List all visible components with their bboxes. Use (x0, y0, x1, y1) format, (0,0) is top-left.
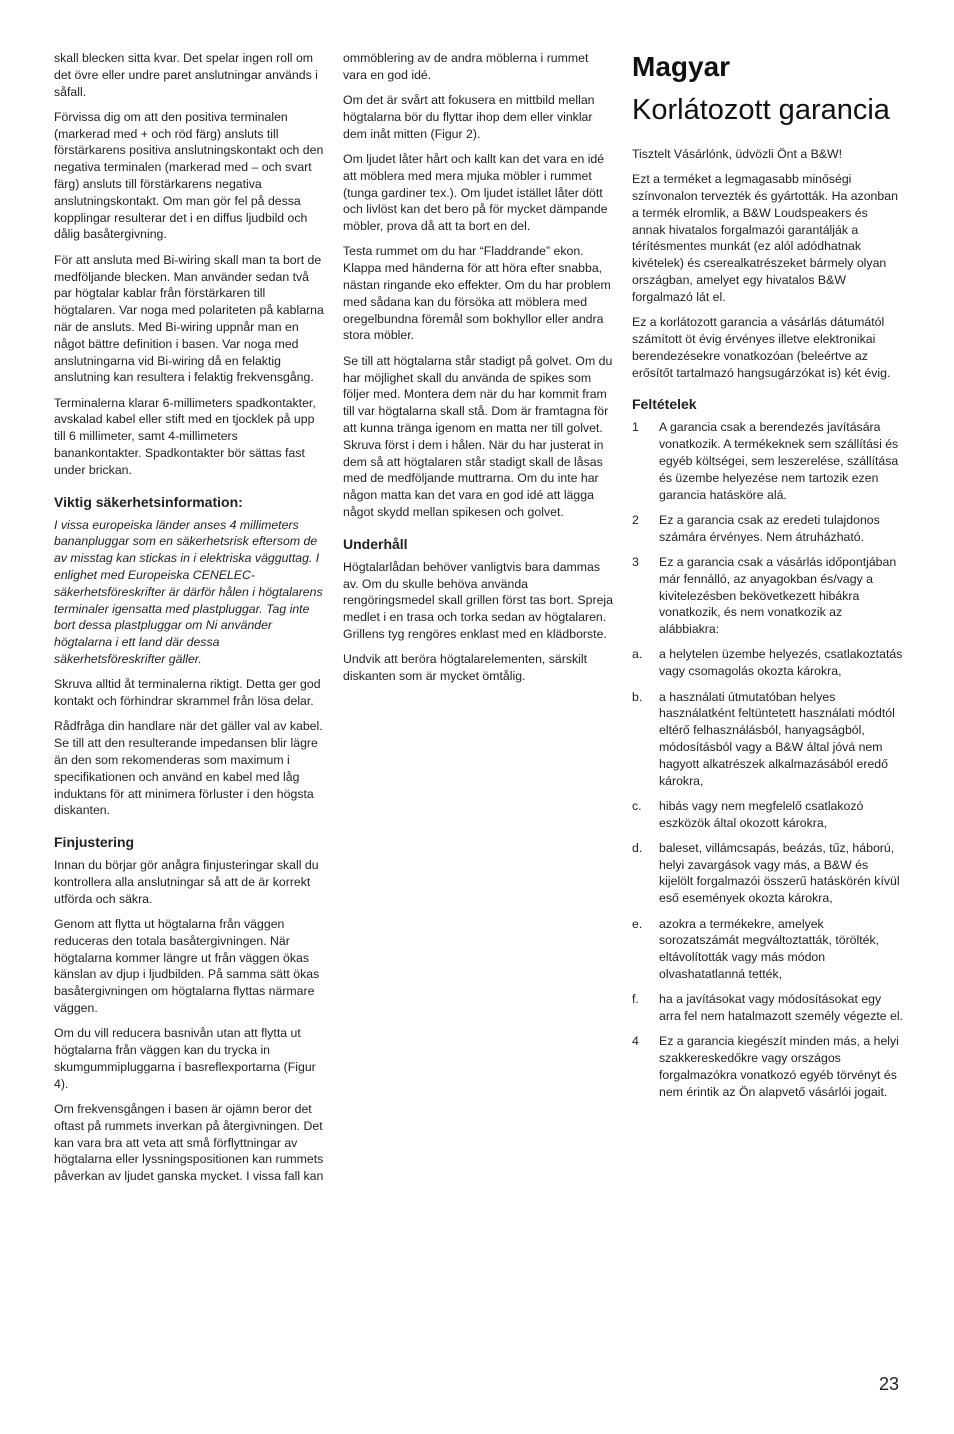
list-text: Ez a garancia csak a vásárlás időpontjában már fennálló, az anyagokban és/vagy a kivitelezésben bekövetkezett hibákra vonatkozik, és nem vonatkozik az alábbiakra: (659, 554, 897, 637)
list-text: azokra a termékekre, amelyek sorozatszámát megváltoztatták, törölték, eltávolították vagy más módon olvashatatlanná tették, (659, 916, 880, 981)
paragraph: Tisztelt Vásárlónk, üdvözli Önt a B&W! (632, 147, 843, 161)
section-title: Korlátozott garancia (632, 94, 890, 126)
list-text: hibás vagy nem megfelelő csatlakozó eszközök által okozott károkra, (659, 798, 864, 830)
list-item (632, 689, 904, 790)
conditions-list (632, 419, 904, 1100)
heading-conditions: Feltételek (632, 396, 697, 413)
list-marker: 3 (632, 554, 639, 569)
list-marker: b. (632, 689, 643, 704)
column-1 (54, 50, 324, 1194)
list-marker: a. (632, 647, 643, 662)
list-item (632, 1033, 904, 1100)
list-marker: 4 (632, 1034, 639, 1049)
paragraph: Om ljudet låter hårt och kallt kan det vara en idé att möblera med mera mjuka möbler i rummet (tunga gardiner tex.). Om ljudet istället låter dött och livlöst kan det bero på för mycket dämpande möbler, prova då att ta bort en del. (343, 151, 608, 234)
list-text: Ez a garancia csak az eredeti tulajdonos számára érvényes. Nem átruházható. (659, 512, 880, 544)
list-text: ha a javításokat vagy módosításokat egy arra fel nem hatalmazott személy végezte el. (659, 992, 903, 1024)
list-item (632, 512, 904, 546)
list-text: a helytelen üzembe helyezés, csatlakoztatás vagy csomagolás okozta károkra, (659, 647, 903, 679)
list-marker: f. (632, 992, 639, 1007)
heading-safety: Viktig säkerhetsinformation: (54, 493, 243, 510)
list-item (632, 798, 904, 832)
list-marker: 2 (632, 512, 639, 527)
list-text: Ez a garancia kiegészít minden más, a helyi szakkereskedőkre vagy országos forgalmazókra vonatkozó egyéb törvényt és nem érintik az Ön alapvető vásárlói jogait. (659, 1034, 899, 1099)
list-marker: d. (632, 840, 643, 855)
paragraph: För att ansluta med Bi-wiring skall man ta bort de medföljande blecken. Man använder sedan två par högtalar kablar från förstärkaren till högtalaren. Var noga med polariteten på kablarna när de ansluts. Med Bi-wiring uppnår man en något bättre definition i basen. Var noga med anslutningarna vid Bi-wiring då en felaktig anslutning kan resultera i felaktig frekvensgång. (54, 252, 324, 385)
column-3 (632, 50, 904, 1109)
paragraph: Genom att flytta ut högtalarna från väggen reduceras den totala basåtergivningen. När högtalarna kommer längre ut från väggen ökas känslan av djup i ljudbilden. På samma sätt ökas basåtergivningen om högtalarna flyttas närmare väggen. (54, 917, 320, 1016)
list-item (632, 991, 904, 1025)
list-text: baleset, villámcsapás, beázás, tűz, háború, helyi zavargások vagy más, a B&W és kijelölt forgalmazói összerű hatáskörén kívül eső események okozta károkra, (659, 840, 900, 906)
paragraph: Om du vill reducera basnivån utan att flytta ut högtalarna från väggen kan du trycka in skumgummipluggarna i basreflexportarna (Figur 4). (54, 1026, 316, 1091)
heading-maintenance: Underhåll (343, 535, 408, 552)
paragraph: ommöblering av de andra möblerna i rummet vara en god idé. (343, 51, 589, 82)
paragraph: Förvissa dig om att den positiva terminalen (markerad med + och röd färg) ansluts till förstärkarens positiva anslutningskontakt och den negativa terminalen (markerad med – och svart färg) ansluts till förstärkarens negativa anslutningskontakt. Om man gör fel på dessa kopplingar resulterar det i en diffus ljudbild och dålig basåtergivning. (54, 109, 324, 242)
paragraph: Innan du börjar gör anågra finjusteringar skall du kontrollera alla anslutningar så att de är korrekt utförda och säkra. (54, 858, 319, 906)
heading-fine-tuning: Finjustering (54, 834, 135, 851)
list-marker: e. (632, 916, 643, 931)
paragraph: Ezt a terméket a legmagasabb minőségi színvonalon tervezték és gyártották. Ha azonban a termék elromlik, a B&W Loudspeakers és annak hivatalos forgalmazói garantálják a térítésmentes munkát (ez alól adódhatnak kivételek) és cserealkatrészeket bármely olyan országban, amelyet egy hivatalos B&W forgalmazó lát el. (632, 172, 898, 304)
paragraph: Testa rummet om du har “Fladdrande” ekon. Klappa med händerna för att höra efter snabba, nästan ringande eko effekter. Om du har problem med sådana kan du försöka att möblera med oregelbundna föremål som bokhyllor eller andra stora möbler. (343, 244, 611, 343)
list-marker: c. (632, 798, 642, 813)
list-item (632, 916, 904, 983)
list-text: A garancia csak a berendezés javítására vonatkozik. A termékeknek sem szállítási és egyéb költségei, sem leszerelése, szállítása és üzembe helyezése nem tartozik ezen garancia hatásköre alá. (659, 420, 899, 502)
paragraph: Rådfråga din handlare när det gäller val av kabel. Se till att den resulterande impedansen blir lägre än den som rekomenderas som maximum i specifikationen och använd en kabel med låg induktans för att minimera förluster i den högsta diskanten. (54, 719, 323, 818)
paragraph: Undvik att beröra högtalarelementen, särskilt diskanten som är mycket ömtålig. (343, 652, 588, 683)
paragraph-safety-note: I vissa europeiska länder anses 4 millimeters bananpluggar som en säkerhetsrisk eftersom de av misstag kan stickas in i elektriska vägguttag. I enlighet med Europeiska CENELEC-säkerhetsföreskrifter är därför hålen i högtalarens terminaler igensatta med plastpluggar. Tag inte bort dessa plastpluggar om Ni använder högtalarna i ett land där dessa säkerhetsföreskrifter gäller. (54, 517, 323, 666)
paragraph: Terminalerna klarar 6-millimeters spadkontakter, avskalad kabel eller stift med en tjocklek på upp till 6 millimeter, samt 4-millimeters banankontakter. Spadkontakter bör sättas fast under brickan. (54, 395, 316, 477)
paragraph: skall blecken sitta kvar. Det spelar ingen roll om det övre eller undre paret anslutningar används i såfall. (54, 51, 318, 99)
paragraph: Ez a korlátozott garancia a vásárlás dátumától számított öt évig érvényes illetve elektronikai berendezésekre vonatkozóan (beleértve az erősítőt tartalmazó hangsugárzókat is) két évig. (632, 315, 891, 380)
list-item (632, 646, 904, 680)
list-item (632, 419, 904, 503)
list-item (632, 554, 904, 638)
paragraph: Om frekvensgången i basen är ojämn beror det oftast på rummets inverkan på återgivningen. Det kan vara bra att veta att små förflyttningar av högtalarna eller lyssningspositionen kan rummets påverkan av ljudet ganska mycket. I vissa fall kan (54, 1102, 324, 1184)
paragraph: Om det är svårt att fokusera en mittbild mellan högtalarna bör du flyttar ihop dem eller vinklar dem inåt mitten (Figur 2). (343, 93, 595, 141)
list-text: a használati útmutatóban helyes használatként feltüntetett használati módtól eltérő felhasználásból, hanyagságból, módosításból vagy a B&W által jóvá nem hagyott alkatrészek alkalmazásából eredő károkra, (659, 689, 895, 788)
paragraph: Skruva alltid åt terminalerna riktigt. Detta ger god kontakt och förhindrar skrammel från lösa delar. (54, 677, 321, 709)
paragraph: Högtalarlådan behöver vanligtvis bara dammas av. Om du skulle behöva använda rengöringsmedel skall grillen först tas bort. Spreja medlet i en trasa och torka sedan av högtalaren. Grillens tyg rengöres enklast med en klädborste. (343, 559, 613, 641)
language-heading: Magyar (632, 51, 731, 82)
page-number: 23 (879, 1374, 900, 1394)
column-2 (343, 50, 613, 693)
list-marker: 1 (632, 420, 639, 435)
paragraph: Se till att högtalarna står stadigt på golvet. Om du har möjlighet skall du använda de spikes som följer med. Montera dem när du har kommit fram till var högtalarna skall stå. Dom är framtagna för att kunna tränga igenom en matta ner till golvet. Skruva först i dem i hålen. När du har justerat in dem så att högtalaren står stadigt skall de låsas med de medföljande muttrarna. Om du inte har någon matta kan det vara en god idé att lägga något skydd mellan spikesen och golvet. (343, 353, 613, 519)
list-item (632, 840, 904, 907)
